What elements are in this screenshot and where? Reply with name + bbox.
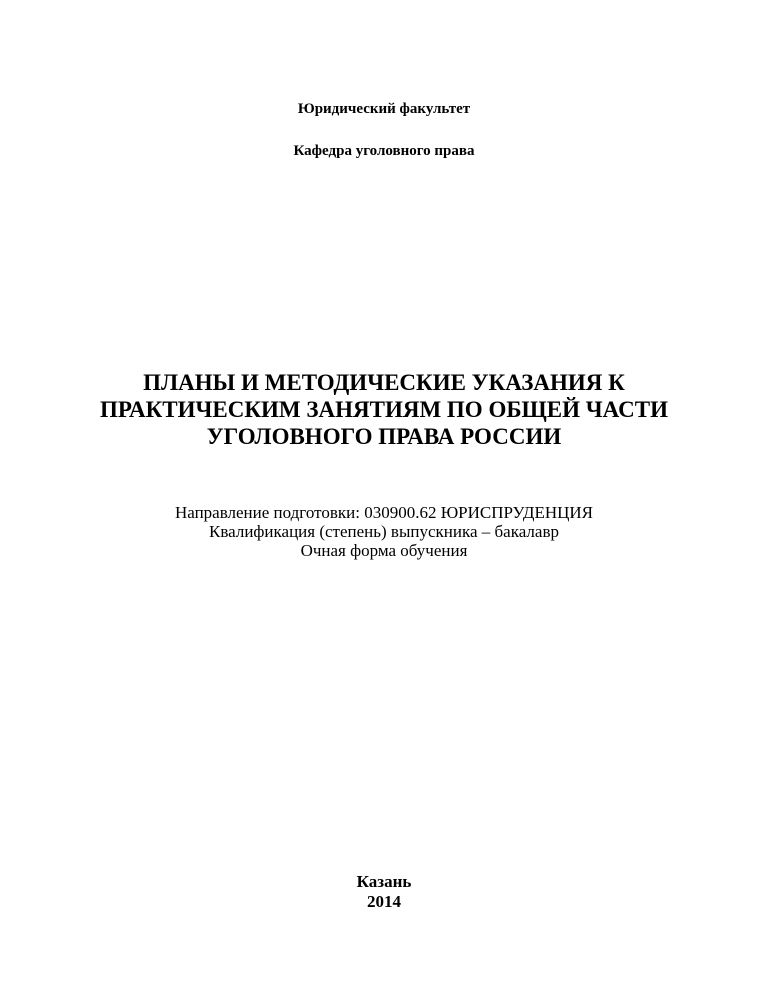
title-line-3: УГОЛОВНОГО ПРАВА РОССИИ xyxy=(206,424,562,449)
title-line-2: ПРАКТИЧЕСКИМ ЗАНЯТИЯМ ПО ОБЩЕЙ ЧАСТИ xyxy=(100,397,668,422)
city: Казань xyxy=(356,872,412,891)
title-line-1: ПЛАНЫ И МЕТОДИЧЕСКИЕ УКАЗАНИЯ К xyxy=(143,370,625,395)
study-form: Очная форма обучения xyxy=(300,541,468,560)
year: 2014 xyxy=(367,892,401,911)
department-name: Кафедра уголовного права xyxy=(293,143,475,159)
graduate-qualification: Квалификация (степень) выпускника – бакалавр xyxy=(209,522,559,541)
faculty-name: Юридический факультет xyxy=(297,101,471,117)
training-direction: Направление подготовки: 030900.62 ЮРИСПРУДЕНЦИЯ xyxy=(174,503,594,522)
